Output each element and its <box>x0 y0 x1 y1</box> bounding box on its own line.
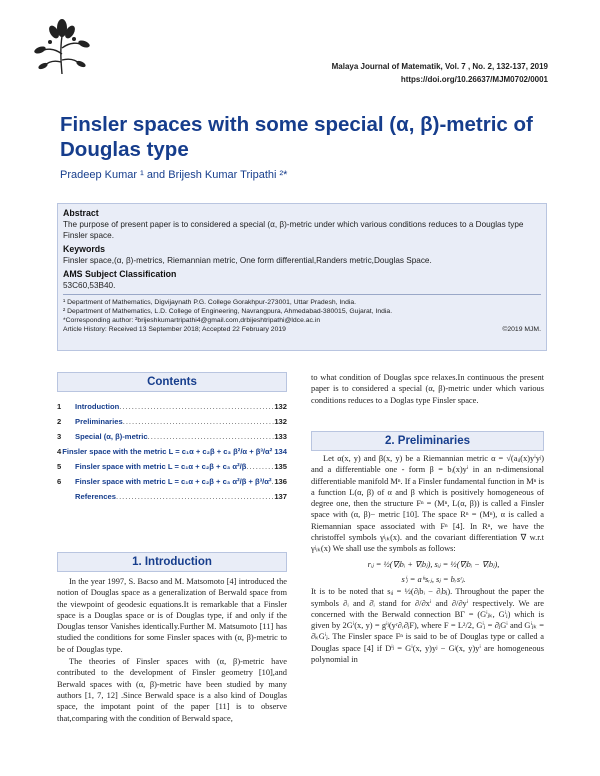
toc-page: 135 <box>274 462 287 471</box>
toc-number: 5 <box>57 462 62 471</box>
continuation-paragraph: to what condition of Douglas spce relaxes.In continuous the present paper is to considered a special (α, β)-metric under which various conditions reduces to a Doglas type Finsler space. <box>311 373 544 405</box>
toc-page: 136 <box>274 477 287 486</box>
affiliation-2: ² Department of Mathematics, L.D. College of Engineering, Navrangpura, Ahmedabad-380015, Gujarat, India. <box>63 308 393 315</box>
equation-2: sⁱⱼ = aⁱʳsᵣⱼ, sⱼ = bᵣsʳⱼ. <box>401 574 466 584</box>
prelim-paragraph-2: It is to be noted that sᵢⱼ = ½(∂ⱼbᵢ − ∂ᵢbⱼ). Throughout the paper the symbols ∂ᵢ and ∂̇ᵢ stand for ∂/∂xⁱ and ∂/∂yⁱ respectively. We are concerned with the Berwald connection BΓ = (Gⁱⱼₖ, Gⁱⱼ) which is given by 2Gⁱ(x, y) = gⁱʲ(yʳ∂ᵣ∂̇ⱼF), where F = L²/2, Gⁱⱼ = ∂̇ⱼGⁱ and Gⁱⱼₖ = ∂̇ₖGⁱⱼ. The Finsler space Fⁿ is said to be of Douglas type or called a Douglas space [4] if Dⁱʲ = Gⁱ(x, y)yʲ − Gʲ(x, y)yⁱ are homogeneous polynomial in <box>311 587 544 665</box>
keywords-text: Finsler space,(α, β)-metrics, Riemannian metric, One form differential,Randers metric,Douglas Space. <box>63 256 432 265</box>
preliminaries-body <box>311 453 544 666</box>
toc-number: 2 <box>57 417 62 426</box>
ams-text: 53C60,53B40. <box>63 281 116 290</box>
intro-paragraph-1: In the year 1997, S. Bacso and M. Matsomoto [4] introduced the notion of Douglas space as a generalization of Berwald space from the viewpoint of geodesic equations.It is remarkable that a Finsler space is a Douglas space or is of Douglas type, if and only if the Douglas tensor Vanishes identically.Further M. Matsumoto [11] has studied the conditions for some Finsler spaces with (α, β)-metric to be of Douglas type. <box>57 577 287 654</box>
toc-leader <box>148 432 275 441</box>
preliminaries-heading: 2. Preliminaries <box>311 431 544 451</box>
toc-entry[interactable] <box>57 402 287 417</box>
introduction-body <box>57 576 287 725</box>
toc-label[interactable]: Preliminaries <box>75 417 123 426</box>
toc-number: 6 <box>57 477 62 486</box>
toc-label[interactable]: Finsler space with metric L = c₁α + c₂β + c₃ α²/β + β³/α² <box>75 477 272 486</box>
toc-page: 133 <box>274 432 287 441</box>
journal-citation: Malaya Journal of Matematik, Vol. 7 , No. 2, 132-137, 2019 <box>331 62 548 71</box>
introduction-heading: 1. Introduction <box>57 552 287 572</box>
contents-heading: Contents <box>57 372 287 392</box>
intro-paragraph-2: The theories of Finsler spaces with (α, β)-metric have contributed to the development of Finsler geometry [10],and Berwald spaces with (α, β)-metric have been studied by many authors [1, 7, 12] .Since Berwald space is a also kind of Douglas space, the impotant point of the paper [11] is to observe that,comparing with the condition of Berwald space, <box>57 657 287 723</box>
toc-leader <box>246 462 274 471</box>
right-column-top <box>311 372 544 407</box>
toc-page: 132 <box>274 417 287 426</box>
prelim-paragraph-1: Let α(x, y) and β(x, y) be a Riemannian metric α = √(aᵢⱼ(x)yⁱyʲ) and a differentiable one - form β = bᵢ(x)yⁱ in an n-dimensional differentiable manifold Mⁿ. If a Finsler fundamental function in Mⁿ is a function L(α, β) of α and β which is positively homogeneous of degree one, then the structure Fⁿ = (Mⁿ, L(α, β)) is called a Finsler space with (α, β)− metric [10]. The space Rⁿ = (Mⁿ), α is called a Riemannian space associated with Fⁿ [4]. In Rⁿ, we have the christoffel symbols γʲᵢₖ(x). and the covariant differentiation ∇ w.r.t γʲᵢₖ(x) We shall use the symbols as follows: <box>311 454 544 554</box>
keywords-heading: Keywords <box>63 244 106 254</box>
toc-leader <box>119 402 274 411</box>
contents-box <box>57 372 287 501</box>
abstract-box <box>57 203 547 351</box>
toc-label[interactable]: Finsler space with metric L = c₁α + c₂β + c₃ α²/β <box>75 462 247 471</box>
toc-entry[interactable] <box>57 432 287 447</box>
toc-number: 4 <box>57 447 62 456</box>
table-of-contents <box>57 402 287 507</box>
toc-page: 137 <box>274 492 287 501</box>
abstract-text: The purpose of present paper is to considered a special (α, β)-metric under which various conditions reduces to a Douglas type Finsler space. <box>63 220 524 240</box>
paper-authors: Pradeep Kumar ¹ and Brijesh Kumar Tripathi ²* <box>60 169 288 181</box>
toc-number: 1 <box>57 402 62 411</box>
toc-entry[interactable] <box>57 492 287 507</box>
toc-leader <box>116 492 274 501</box>
toc-entry[interactable] <box>57 447 287 462</box>
toc-label[interactable]: Finsler space with the metric L = c₁α + c₂β + c₃ β²/α + β³/α² 134 <box>62 447 287 456</box>
paper-title: Finsler spaces with some special (α, β)-metric of Douglas type <box>60 113 533 161</box>
abstract-heading: Abstract <box>63 208 99 218</box>
ams-heading: AMS Subject Classification <box>63 269 177 279</box>
toc-label[interactable]: References <box>75 492 116 501</box>
corresponding-author: *Corresponding author: ²brijeshkumartripathi4@gmail.com,drbijeshtripathi@ldce.ac.in <box>63 317 321 324</box>
toc-label[interactable]: Special (α, β)-metric <box>75 432 148 441</box>
divider <box>63 294 541 295</box>
journal-doi[interactable]: https://doi.org/10.26637/MJM0702/0001 <box>400 75 548 84</box>
toc-leader <box>123 417 275 426</box>
toc-page: 132 <box>274 402 287 411</box>
journal-header <box>332 60 548 86</box>
toc-entry[interactable] <box>57 417 287 432</box>
equation-1: rᵢⱼ = ½(∇ⱼbᵢ + ∇ᵢbⱼ), sᵢⱼ = ½(∇ⱼbᵢ − ∇ᵢbⱼ), <box>367 559 500 569</box>
toc-number: 3 <box>57 432 62 441</box>
toc-entry[interactable] <box>57 462 287 477</box>
toc-entry[interactable] <box>57 477 287 492</box>
article-history: Article History: Received 13 September 2018; Accepted 22 February 2019 <box>63 326 286 333</box>
affiliation-1: ¹ Department of Mathematics, Digvijaynath P.G. College Gorakhpur-273001, Uttar Pradesh, India. <box>63 299 357 306</box>
toc-label[interactable]: Introduction <box>75 402 120 411</box>
flower-logo-icon <box>30 14 94 78</box>
copyright: ©2019 MJM. <box>502 326 541 333</box>
